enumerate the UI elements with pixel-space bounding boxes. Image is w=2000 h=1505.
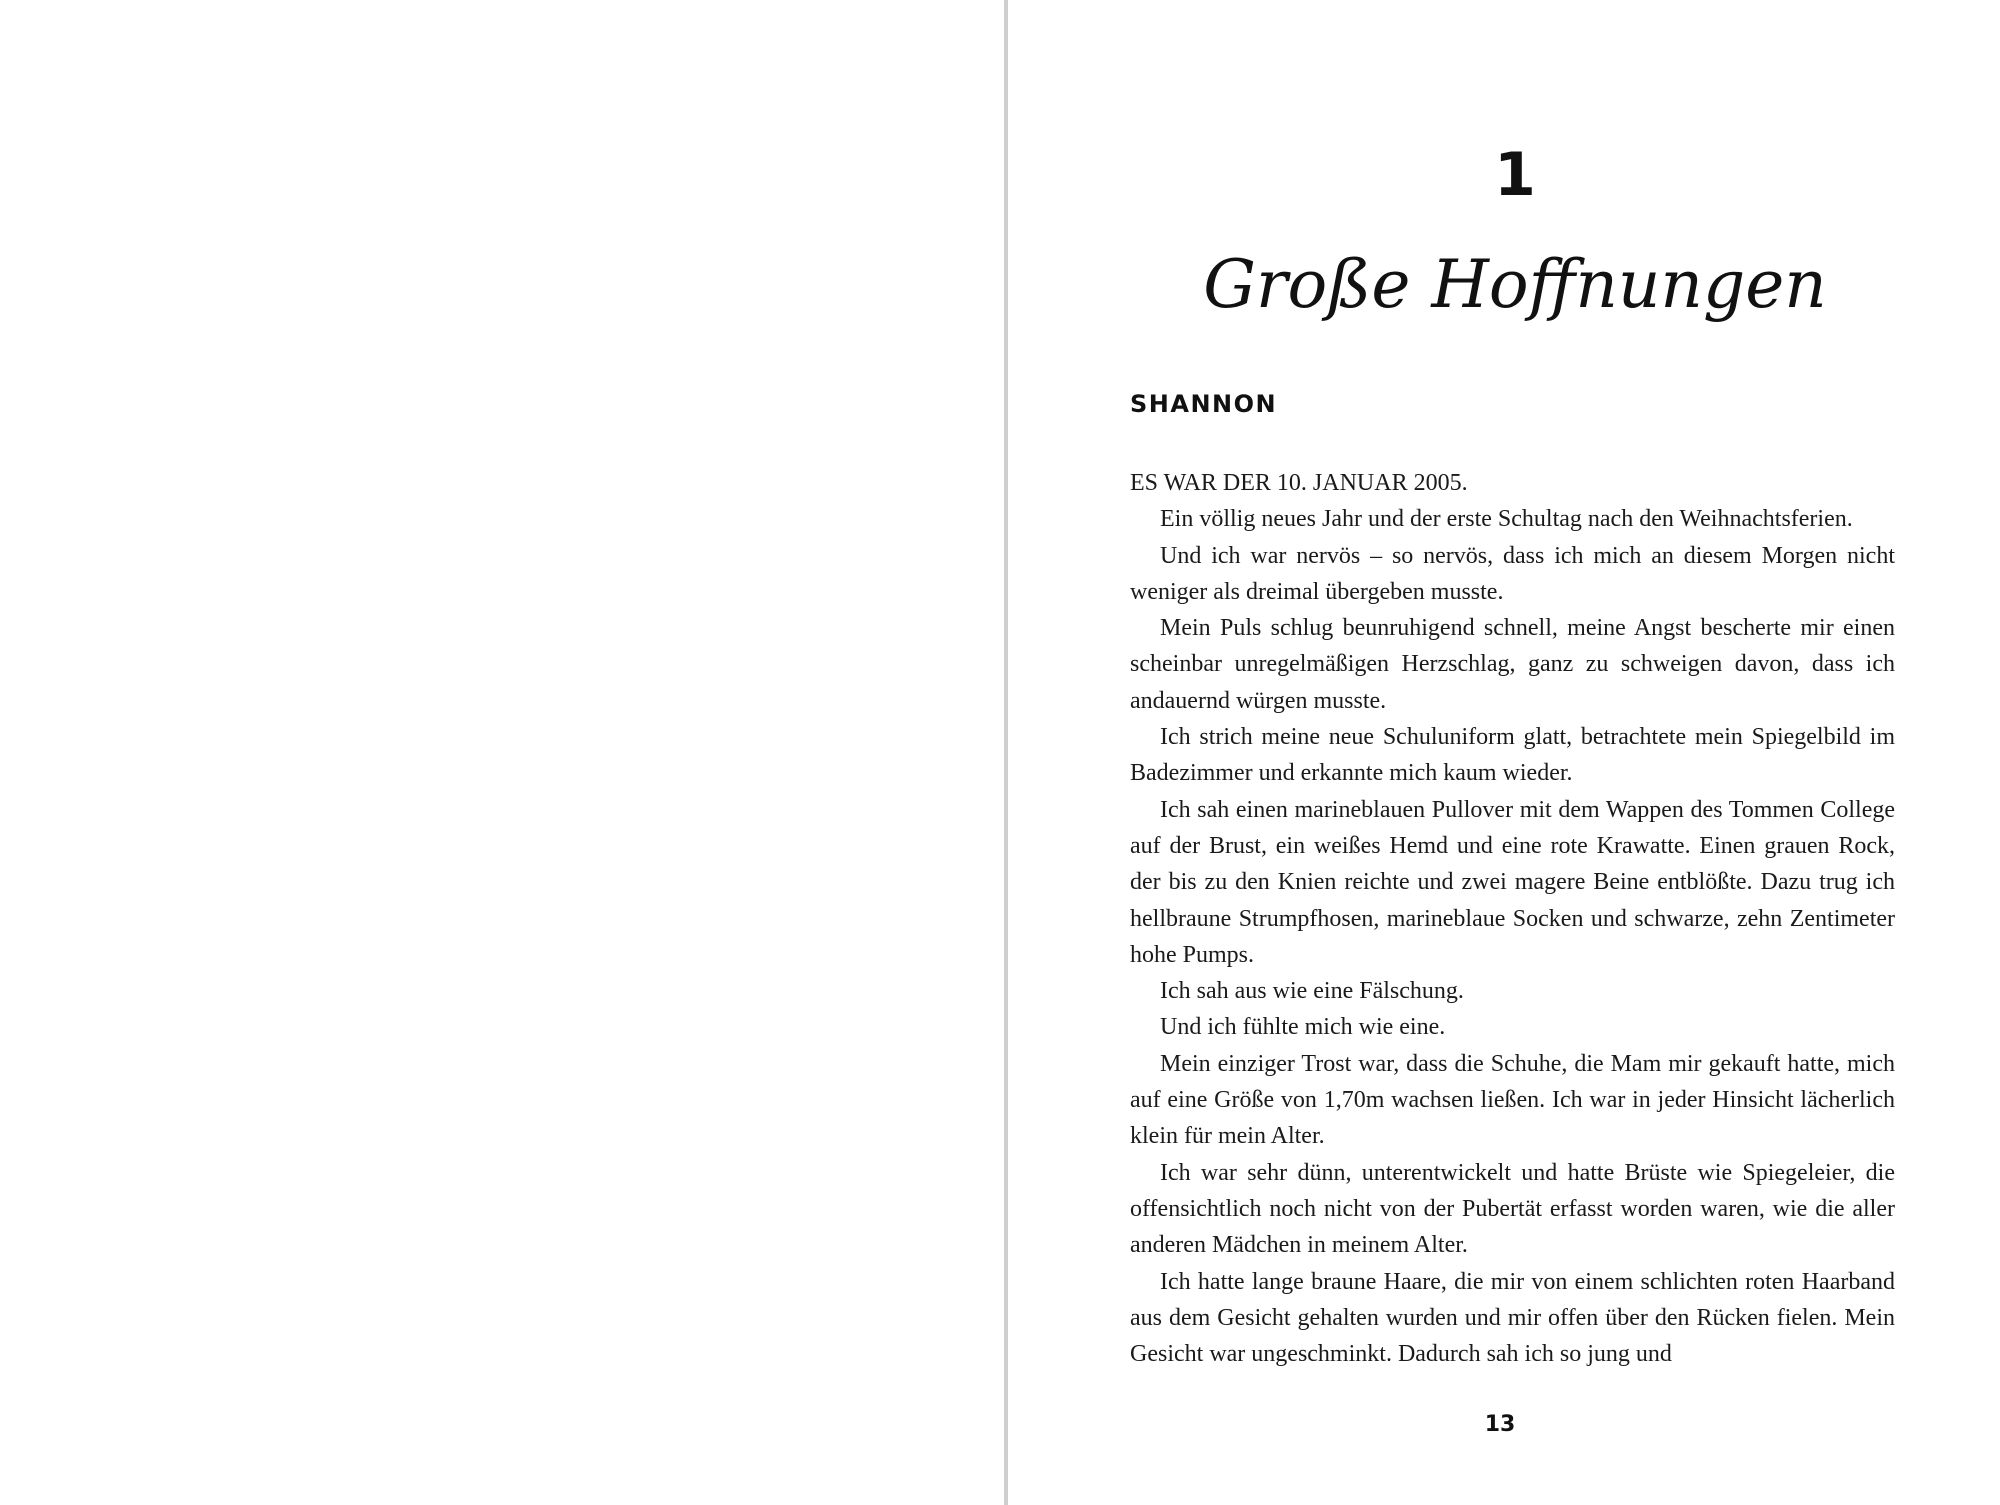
narrator-heading: SHANNON bbox=[1130, 390, 1278, 418]
chapter-title bbox=[1203, 235, 1827, 345]
paragraph: Ich war sehr dünn, unterentwickelt und hatte Brüste wie Spiegeleier, die offensichtlich noch nicht von der Pubertät erfasst worden waren, wie die aller anderen Mädchen in meinem Alter. bbox=[1130, 1159, 1895, 1259]
paragraph: Ich sah aus wie eine Fälschung. bbox=[1160, 978, 1464, 1005]
paragraph: Ein völlig neues Jahr und der erste Schultag nach den Weihnachtsferien. bbox=[1160, 506, 1853, 533]
paragraph: Und ich war nervös – so nervös, dass ich mich an diesem Morgen nicht weniger als dreimal übergeben musste. bbox=[1130, 542, 1895, 605]
chapter-title-script bbox=[1203, 235, 1827, 345]
paragraph: ES WAR DER 10. JANUAR 2005. bbox=[1130, 470, 1468, 496]
chapter-body-text bbox=[1130, 465, 1895, 1375]
chapter-title-text: Große Hoffnungen bbox=[1203, 246, 1827, 323]
paragraph: Mein einziger Trost war, dass die Schuhe, die Mam mir gekauft hatte, mich auf eine Größe von 1,70m wachsen ließen. Ich war in jeder Hinsicht lächerlich klein für mein Alter. bbox=[1130, 1050, 1895, 1150]
paragraph: Und ich fühlte mich wie eine. bbox=[1160, 1014, 1446, 1041]
paragraph: Ich sah einen marineblauen Pullover mit dem Wappen des Tommen College auf der Brust, ein weißes Hemd und eine rote Krawatte. Einen grauen Rock, der bis zu den Knien reichte und zwei magere Beine entblößte. Dazu trug ich hellbraune Strumpfhosen, marineblaue Socken und schwarze, zehn Zentimeter hohe Pumps. bbox=[1130, 796, 1895, 968]
page-number: 13 bbox=[1484, 1412, 1516, 1437]
paragraph: Mein Puls schlug beunruhigend schnell, meine Angst bescherte mir einen scheinbar unregelmäßigen Herzschlag, ganz zu schweigen davon, dass ich andauernd würgen musste. bbox=[1130, 615, 1895, 714]
paragraph: Ich hatte lange braune Haare, die mir von einem schlichten roten Haarband aus dem Gesicht gehalten wurden und mir offen über den Rücken fielen. Mein Gesicht war ungeschminkt. Dadurch sah ich so jung und bbox=[1130, 1268, 1895, 1368]
chapter-number: 1 bbox=[1494, 140, 1536, 210]
paragraph: Ich strich meine neue Schuluniform glatt, betrachtete mein Spiegelbild im Badezimmer und erkannte mich kaum wieder. bbox=[1130, 724, 1895, 787]
